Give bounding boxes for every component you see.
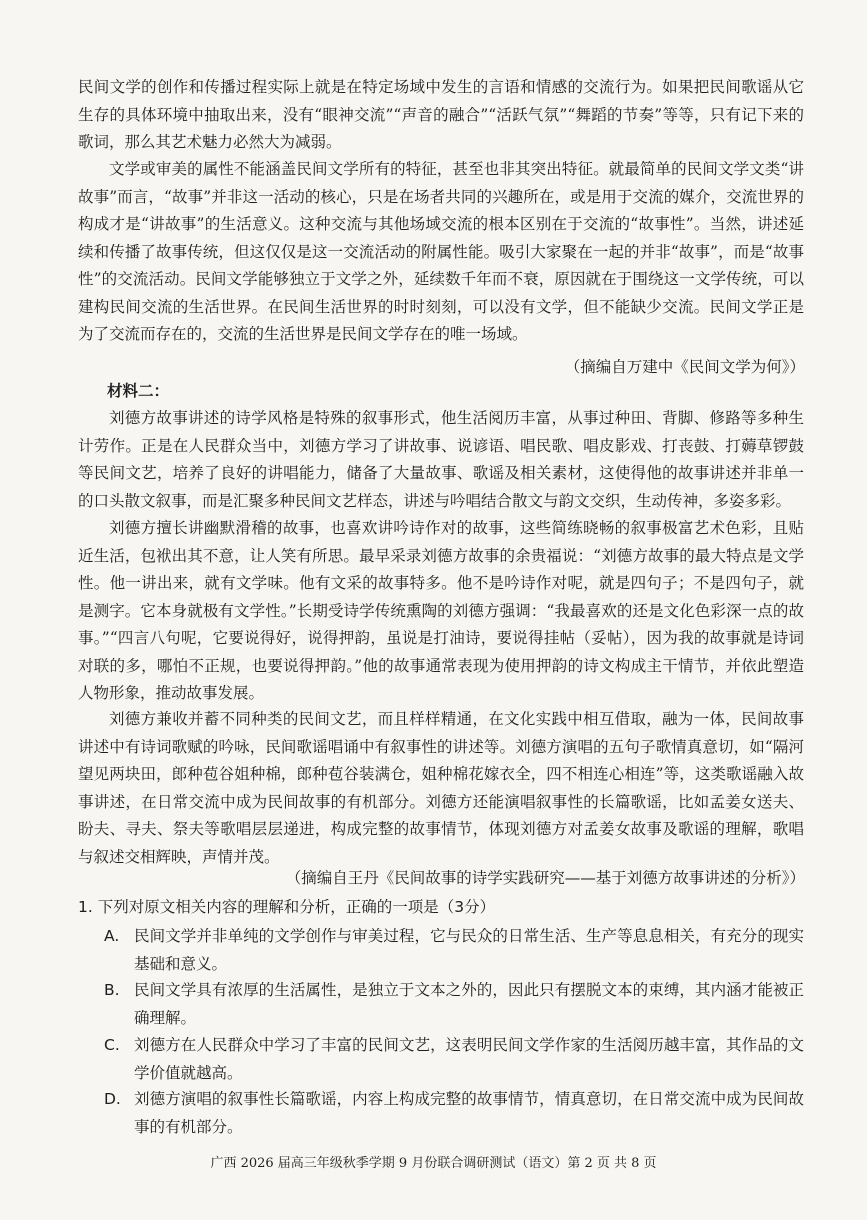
question-1-option-b[interactable] [104, 976, 804, 1032]
material1-paragraph-2: 文学或审美的属性不能涵盖民间文学所有的特征，甚至也非其突出特征。就最简单的民间文学文类“讲故事”而言，“故事”并非这一活动的核心，只是在场者共同的兴趣所在，或是用于交流的媒介，交流世界的构成才是“讲故事”的生活意义。这种交流与其他场域交流的根本区别在于交流的“故事性”。当然，讲述延续和传播了故事传统，但这仅仅是这一交流活动的附属性能。吸引大家聚在一起的并非“故事”，而是“故事性”的交流活动。民间文学能够独立于文学之外，延续数千年而不衰，原因就在于围绕这一文学传统，可以建构民间交流的生活世界。在民间生活世界的时时刻刻，可以没有文学，但不能缺少交流。民间文学正是为了交流而存在的，交流的生活世界是民间文学存在的唯一场域。 [78, 160, 804, 343]
option-letter: C. [104, 1036, 120, 1054]
material2-paragraph-3: 刘德方兼收并蓄不同种类的民间文艺，而且样样精通，在文化实践中相互借取，融为一体，民间故事讲述中有诗词歌赋的吟咏，民间歌谣唱诵中有叙事性的讲述等。刘德方演唱的五句子歌情真意切，如“隔河望见两块田，郎种苞谷姐种棉，郎种苞谷装满仓，姐种棉花嫁衣全，四不相连心相连”等，这类歌谣融入故事讲述，在日常交流中成为民间故事的有机部分。刘德方还能演唱叙事性的长篇歌谣，比如孟姜女送夫、盼夫、寻夫、祭夫等歌唱层层递进，构成完整的故事情节，体现刘德方对孟姜女故事及歌谣的理解，歌唱与叙述交相辉映，声情并茂。 [78, 710, 804, 866]
option-text: 民间文学并非单纯的文学创作与审美过程，它与民众的日常生活、生产等息息相关，有充分的现实基础和意义。 [134, 927, 804, 973]
question-1-option-c[interactable] [104, 1031, 804, 1087]
option-letter: D. [104, 1090, 121, 1108]
material2-heading: 材料二： [107, 382, 170, 400]
material1-source: （摘编自万建中《民间文学为何》） [564, 358, 805, 376]
material2-paragraph-2: 刘德方擅长讲幽默滑稽的故事，也喜欢讲吟诗作对的故事，这些简练晓畅的叙事极富艺术色彩，且贴近生活，包袱出其不意，让人笑有所思。最早采录刘德方故事的余贵福说：“刘德方故事的最大特点是文学性。他一讲出来，就有文学味。他有文采的故事特多。他不是吟诗作对呢，就是四句子；不是四句子，就是测字。它本身就极有文学性。”长期受诗学传统熏陶的刘德方强调：“我最喜欢的还是文化色彩深一点的故事。”“四言八句呢，它要说得好，说得押韵，虽说是打油诗，要说得挂帖（妥帖），因为我的故事就是诗词对联的多，哪怕不正规，也要说得押韵。”他的故事通常表现为使用押韵的诗文构成主干情节，并依此塑造人物形象，推动故事发展。 [78, 519, 804, 702]
option-text: 民间文学具有浓厚的生活属性，是独立于文本之外的，因此只有摆脱文本的束缚，其内涵才能被正确理解。 [134, 981, 804, 1027]
page-footer: 广西 2026 届高三年级秋季学期 9 月份联合调研测试（语文）第 2 页 共 8 页 [210, 1156, 657, 1171]
question-1-option-d[interactable] [104, 1085, 804, 1141]
question-1-stem: 1. 下列对原文相关内容的理解和分析，正确的一项是（3分） [78, 898, 496, 916]
material2-paragraph-1: 刘德方故事讲述的诗学风格是特殊的叙事形式，他生活阅历丰富，从事过种田、背脚、修路等多种生计劳作。正是在人民群众当中，刘德方学习了讲故事、说谚语、唱民歌、唱皮影戏、打丧鼓、打薅草锣鼓等民间文艺，培养了良好的讲唱能力，储备了大量故事、歌谣及相关素材，这使得他的故事讲述并非单一的口头散文叙事，而是汇聚多种民间文艺样态，讲述与吟唱结合散文与韵文交织，生动传神，多姿多彩。 [78, 409, 804, 510]
option-text: 刘德方演唱的叙事性长篇歌谣，内容上构成完整的故事情节，情真意切，在日常交流中成为民间故事的有机部分。 [134, 1090, 804, 1136]
option-letter: A. [104, 927, 120, 945]
material1-paragraph-1: 民间文学的创作和传播过程实际上就是在特定场域中发生的言语和情感的交流行为。如果把民间歌谣从它生存的具体环境中抽取出来，没有“眼神交流”“声音的融合”“活跃气氛”“舞蹈的节奏”等等，只有记下来的歌词，那么其艺术魅力必然大为减弱。 [78, 78, 804, 151]
material2-source: （摘编自王丹《民间故事的诗学实践研究——基于刘德方故事讲述的分析》） [285, 869, 805, 887]
option-text: 刘德方在人民群众中学习了丰富的民间文艺，这表明民间文学作家的生活阅历越丰富，其作品的文学价值就越高。 [134, 1036, 804, 1082]
question-1-option-a[interactable] [104, 922, 804, 978]
option-letter: B. [104, 981, 120, 999]
